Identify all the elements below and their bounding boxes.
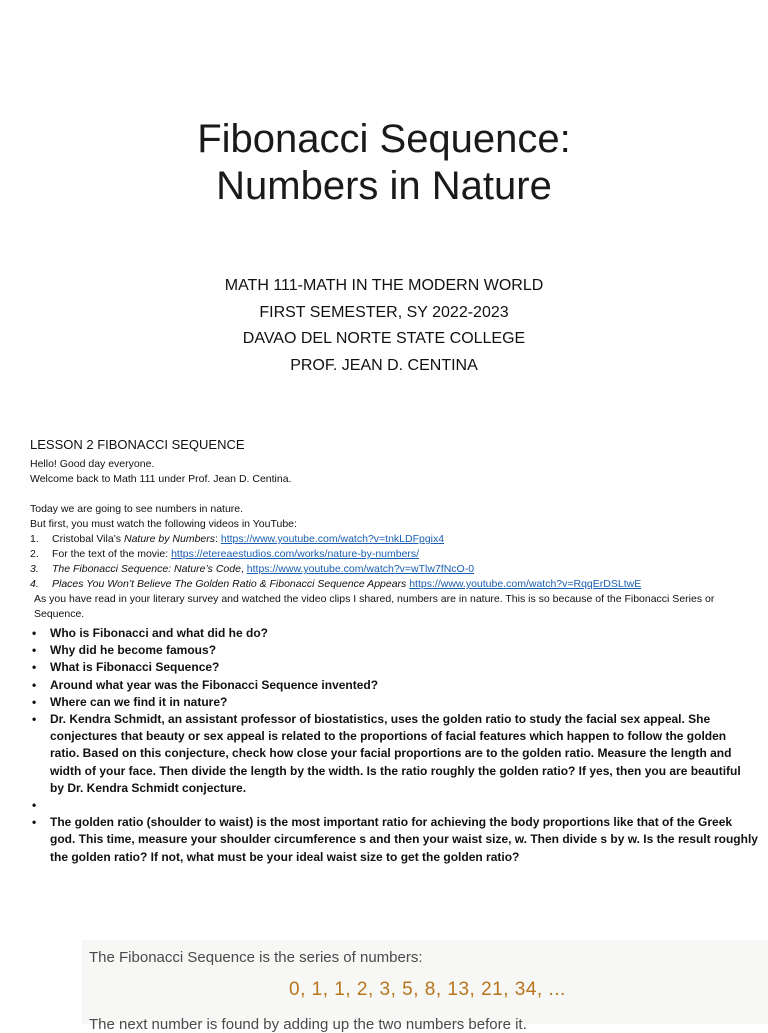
- spacer: [30, 487, 760, 502]
- video-prefix: For the text of the movie:: [52, 548, 172, 560]
- video-title: Nature by Numbers: [123, 533, 216, 545]
- list-item: [30, 711, 758, 797]
- title-line-1: Fibonacci Sequence:: [197, 117, 571, 161]
- question-text: Why did he become famous?: [50, 643, 217, 658]
- video-item: [30, 547, 760, 562]
- video-separator: ,: [240, 563, 247, 575]
- question-text: The golden ratio (shoulder to waist) is the most important ratio for achieving the body proportions like that of the Greek god. This time, measure your shoulder circumference s and then your waist size, w. Then divide s by w. Is the result roughly the golden ratio? If not, what must be your ideal waist size to get the golden ratio?: [50, 815, 758, 864]
- course-info: [0, 273, 768, 379]
- video-number: 1.: [30, 533, 39, 545]
- definition-text: The Fibonacci Sequence is the series of numbers:: [89, 949, 423, 966]
- question-text: Dr. Kendra Schmidt, an assistant professor of biostatistics, uses the golden ratio to study the facial sex appeal. She conjectures that beauty or sex appeal is related to the proportions of facial features which happen to follow the golden ratio. Based on this conjecture, check how close your facial proportions are to the golden ratio. Measure the length and width of your face. Then divide the length by the width. Is the ratio roughly the golden ratio? If yes, then you are beautiful by Dr. Kendra Schmidt conjecture.: [50, 712, 741, 795]
- video-link[interactable]: https://etereaestudios.com/works/nature-by-numbers/: [171, 548, 420, 560]
- lesson-heading: LESSON 2 FIBONACCI SEQUENCE: [30, 437, 245, 452]
- video-prefix: Cristobal Vila’s: [52, 533, 124, 545]
- video-title: Places You Won’t Believe The Golden Ratio & Fibonacci Sequence Appears: [52, 578, 407, 590]
- school-name: DAVAO DEL NORTE STATE COLLEGE: [242, 330, 526, 347]
- video-number: 4.: [30, 578, 39, 590]
- list-item: [30, 814, 758, 866]
- question-text: Who is Fibonacci and what did he do?: [50, 626, 268, 640]
- bullet-icon: •: [32, 815, 37, 830]
- list-item: [30, 659, 758, 676]
- list-item: [30, 677, 758, 694]
- bullet-icon: •: [32, 694, 37, 709]
- bullet-icon: •: [32, 660, 37, 675]
- semester: FIRST SEMESTER, SY 2022-2023: [259, 303, 509, 321]
- bullet-icon: •: [32, 626, 37, 640]
- video-item: [30, 532, 760, 547]
- list-item: [30, 642, 758, 659]
- bullet-icon: •: [32, 643, 37, 658]
- document-title: [0, 116, 768, 210]
- video-number: 2.: [30, 548, 39, 560]
- bullet-icon: •: [32, 798, 37, 813]
- fibonacci-sequence: 0, 1, 1, 2, 3, 5, 8, 13, 21, 34, ...: [289, 979, 566, 1000]
- video-link[interactable]: https://www.youtube.com/watch?v=RqqErDSLtwE: [409, 578, 642, 590]
- title-line-2: Numbers in Nature: [216, 164, 552, 208]
- professor-name: PROF. JEAN D. CENTINA: [290, 356, 478, 374]
- course-name: MATH 111-MATH IN THE MODERN WORLD: [224, 277, 544, 294]
- fibonacci-definition-panel: [82, 940, 768, 1033]
- list-item: [30, 625, 758, 642]
- list-item: [30, 797, 758, 814]
- intro-paragraph: As you have read in your literary survey and watched the video clips I shared, numbers are in nature. This is so because of the Fibonacci Series or Sequence.: [34, 593, 715, 620]
- instruction-text: But first, you must watch the following videos in YouTube:: [30, 518, 297, 530]
- question-list: [30, 625, 758, 866]
- video-title: The Fibonacci Sequence: Nature’s Code: [52, 563, 241, 575]
- video-number: 3.: [30, 563, 39, 575]
- video-list: [30, 532, 760, 592]
- list-item: [30, 694, 758, 711]
- welcome-text: Welcome back to Math 111 under Prof. Jean D. Centina.: [30, 473, 292, 485]
- video-item: [30, 562, 760, 577]
- question-text: Where can we find it in nature?: [50, 694, 228, 709]
- definition-rule: The next number is found by adding up the two numbers before it.: [89, 1016, 527, 1033]
- question-text: Around what year was the Fibonacci Sequence invented?: [50, 677, 379, 692]
- intro-text: Today we are going to see numbers in nature.: [30, 503, 244, 515]
- video-separator: :: [215, 533, 221, 545]
- video-link[interactable]: https://www.youtube.com/watch?v=wTlw7fNcO-0: [246, 563, 475, 575]
- bullet-icon: •: [32, 712, 37, 727]
- greeting: Hello! Good day everyone.: [30, 458, 155, 470]
- lesson-body: [30, 457, 760, 622]
- video-link[interactable]: https://www.youtube.com/watch?v=tnkLDFpgix4: [220, 533, 445, 545]
- question-text: What is Fibonacci Sequence?: [50, 660, 220, 675]
- bullet-icon: •: [32, 677, 37, 692]
- video-item: [30, 577, 760, 592]
